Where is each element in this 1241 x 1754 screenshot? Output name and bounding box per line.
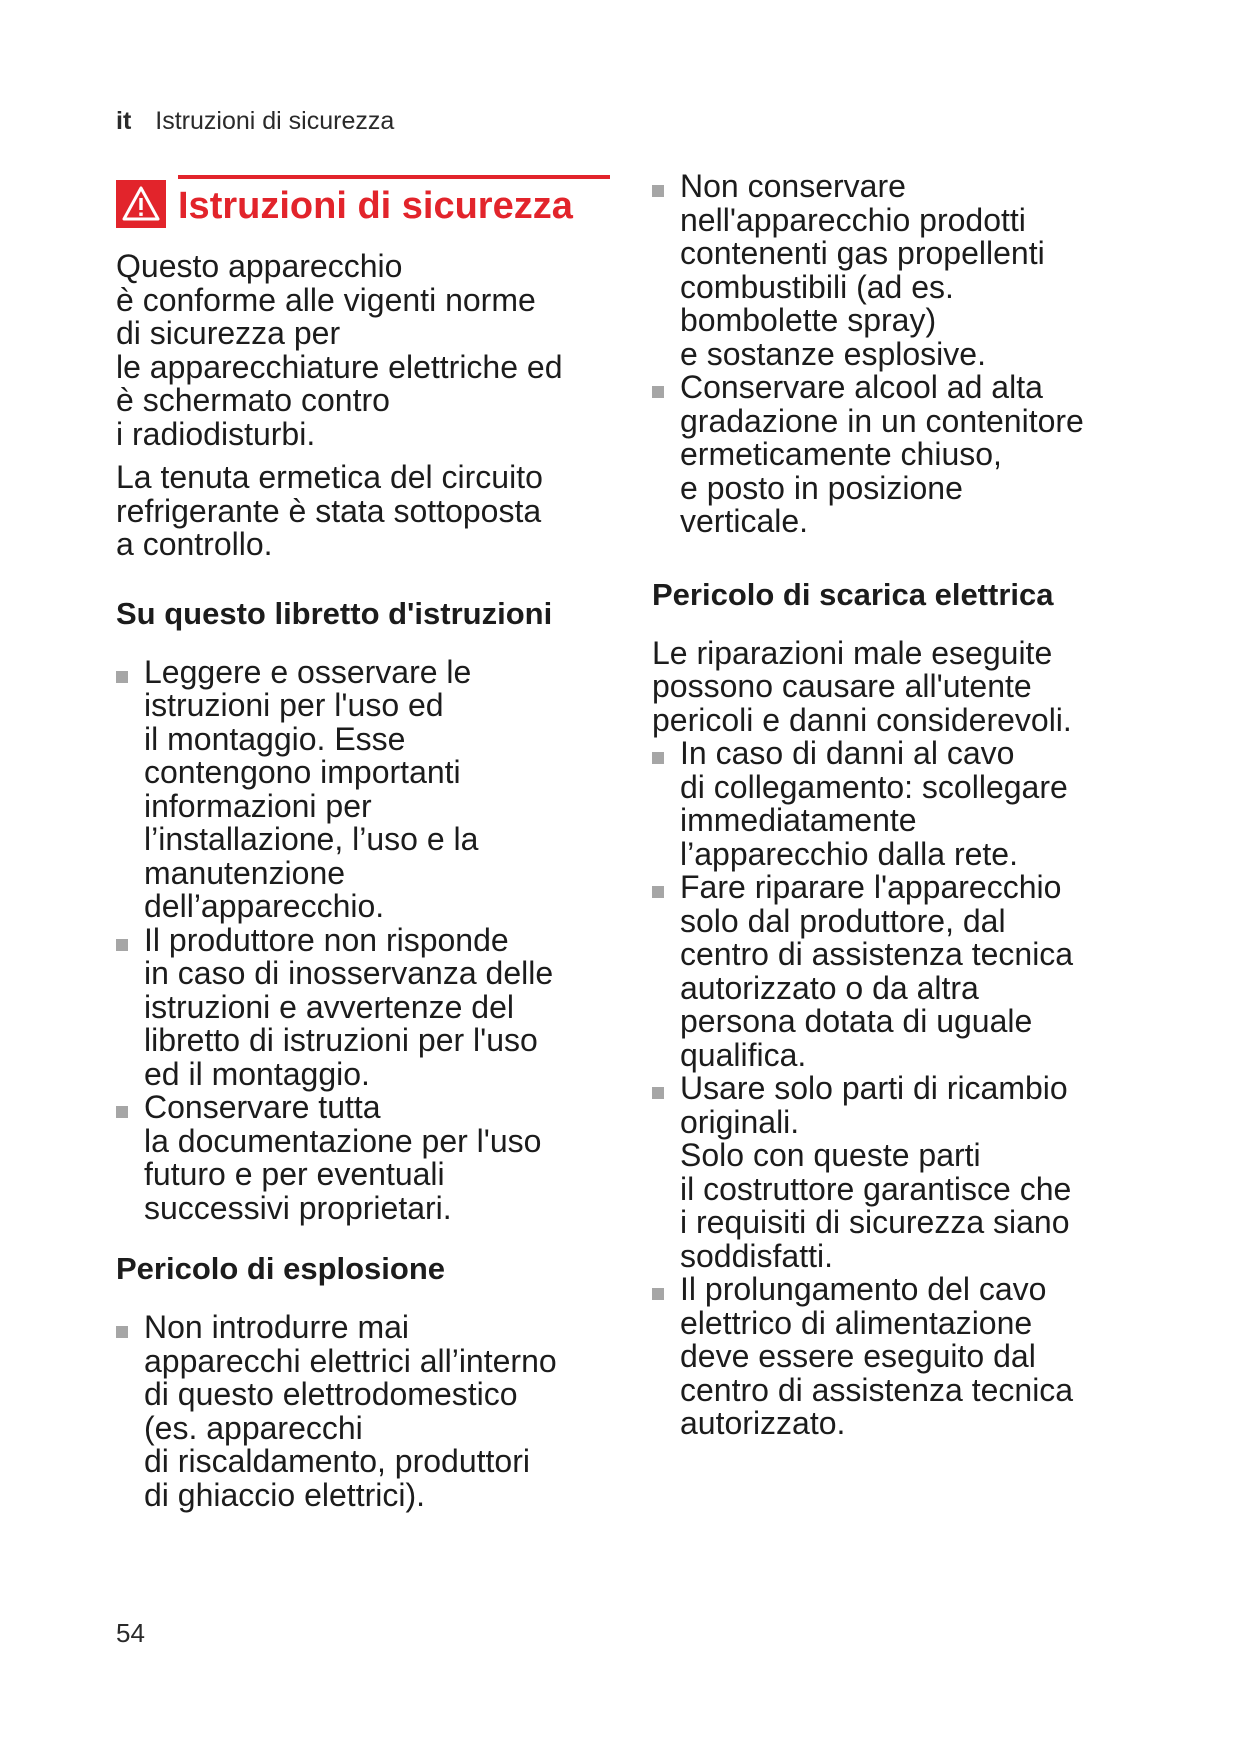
list-item: Conservare alcool ad alta gradazione in un contenitore ermeticamente chiuso, e posto in posizione verticale.	[652, 371, 1132, 539]
list-item: Non introdurre mai apparecchi elettrici all’interno di questo elettrodomestico (es. apparecchi di riscaldamento, produttori di ghiaccio elettrici).	[116, 1311, 616, 1512]
intro-paragraph-2: La tenuta ermetica del circuito refrigerante è stata sottoposta a controllo.	[116, 459, 543, 562]
list-item: Leggere e osservare le istruzioni per l'uso ed il montaggio. Esse contengono importanti informazioni per l’installazione, l’uso e la manutenzione dell’apparecchio.	[116, 656, 616, 924]
page-number: 54	[116, 1618, 145, 1648]
left-column	[116, 170, 616, 1512]
electric-heading: Pericolo di scarica elettrica	[652, 576, 1054, 612]
bullet-icon	[652, 386, 664, 398]
electric-intro: Le riparazioni male eseguite possono causare all'utente pericoli e danni considerevoli.	[652, 634, 1072, 738]
bullet-icon	[116, 1326, 128, 1338]
bullet-icon	[116, 939, 128, 951]
bullet-icon	[652, 886, 664, 898]
manual-list	[116, 653, 616, 1226]
bullet-icon	[652, 1288, 664, 1300]
list-item: Usare solo parti di ricambio originali. Solo con queste parti il costruttore garantisce che i requisiti di sicurezza siano soddisfatti.	[652, 1072, 1132, 1273]
list-item: Fare riparare l'apparecchio solo dal produttore, dal centro di assistenza tecnica autorizzato o da altra persona dotata di uguale qualifica.	[652, 871, 1132, 1072]
right-column	[652, 170, 1132, 1441]
explosion-list	[116, 1311, 616, 1512]
section-title: Istruzioni di sicurezza	[178, 185, 573, 227]
warning-triangle-icon	[116, 180, 166, 228]
title-rule	[178, 175, 610, 179]
section-header	[116, 170, 616, 238]
manual-heading: Su questo libretto d'istruzioni	[116, 595, 553, 631]
bullet-icon	[652, 752, 664, 764]
bullet-icon	[652, 185, 664, 197]
language-code: it	[116, 107, 132, 135]
bullet-icon	[116, 671, 128, 683]
list-item: Non conservare nell'apparecchio prodotti contenenti gas propellenti combustibili (ad es. bombolette spray) e sostanze esplosive.	[652, 170, 1132, 371]
list-item: In caso di danni al cavo di collegamento: scollegare immediatamente l’apparecchio dalla rete.	[652, 737, 1132, 871]
list-item: Conservare tutta la documentazione per l'uso futuro e per eventuali successivi proprietari.	[116, 1091, 616, 1225]
list-item: Il prolungamento del cavo elettrico di alimentazione deve essere eseguito dal centro di assistenza tecnica autorizzato.	[652, 1273, 1132, 1441]
bullet-icon	[116, 1106, 128, 1118]
header-title: Istruzioni di sicurezza	[155, 107, 395, 135]
bullet-icon	[652, 1087, 664, 1099]
electric-list	[652, 737, 1132, 1441]
explosion-list-continued	[652, 170, 1132, 539]
list-item: Il produttore non risponde in caso di inosservanza delle istruzioni e avvertenze del libretto di istruzioni per l'uso ed il montaggio.	[116, 924, 616, 1092]
running-header	[116, 106, 394, 136]
intro-paragraph-1: Questo apparecchio è conforme alle vigenti norme di sicurezza per le apparecchiature elettriche ed è schermato contro i radiodisturbi.	[116, 248, 563, 452]
explosion-heading: Pericolo di esplosione	[116, 1251, 446, 1286]
